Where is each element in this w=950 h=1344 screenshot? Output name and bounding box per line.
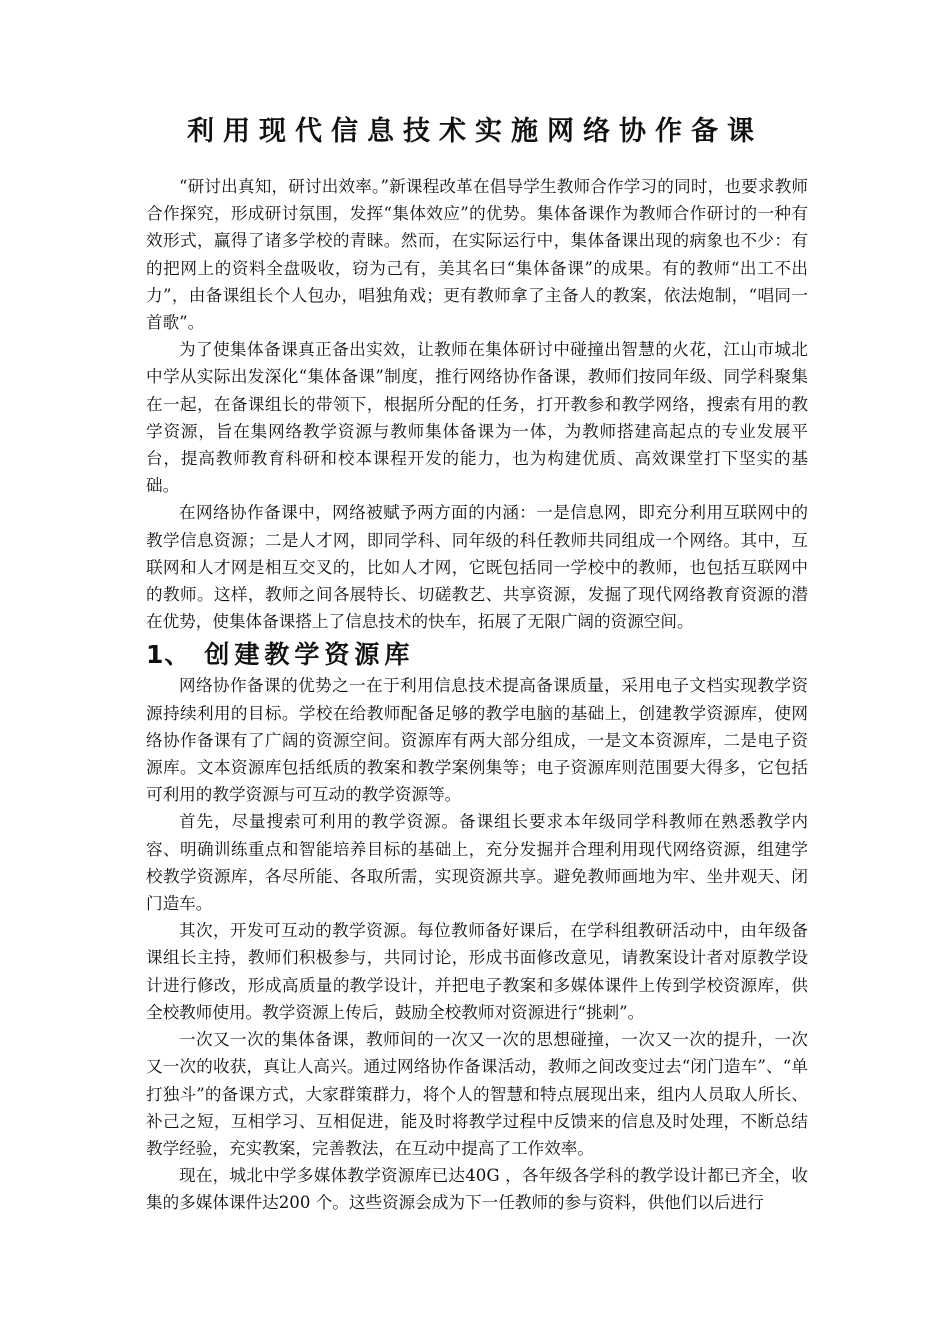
section-paragraph: 一次又一次的集体备课，教师间的一次又一次的思想碰撞，一次又一次的提升，一次又一次的收获，真让人高兴。通过网络协作备课活动，教师之间改变过去“闭门造车”、“单打独斗”的备课方式，大家群策群力，将个人的智慧和特点展现出来，组内人员取人所长、补己之短，互相学习、互相促进，能及时将教学过程中反馈来的信息及时处理，不断总结教学经验，充实教案，完善教法，在互动中提高了工作效率。 [146, 1030, 808, 1158]
document-body [146, 173, 808, 1217]
section-number: 1、 [146, 640, 191, 670]
section-heading-text: 创建教学资源库 [204, 640, 415, 670]
section-paragraph: 网络协作备课的优势之一在于利用信息技术提高备课质量，采用电子文档实现教学资源持续利用的目标。学校在给教师配备足够的教学电脑的基础上，创建教学资源库，使网络协作备课有了广阔的资源空间。资源库有两大部分组成，一是文本资源库，二是电子资源库。文本资源库包括纸质的教案和教学案例集等；电子资源库则范围要大得多，它包括可利用的教学资源与可互动的教学资源等。 [146, 676, 808, 805]
intro-paragraph: “研讨出真知，研讨出效率。”新课程改革在倡导学生教师合作学习的同时，也要求教师合作探究，形成研讨氛围，发挥“集体效应”的优势。集体备课作为教师合作研讨的一种有效形式，赢得了诸多学校的青睐。然而，在实际运行中，集体备课出现的病象也不少：有的把网上的资料全盘吸收，窃为己有，美其名曰“集体备课”的成果。有的教师“出工不出力”，由备课组长个人包办，唱独角戏；更有教师拿了主备人的教案，依法炮制，“唱同一首歌”。 [146, 177, 808, 333]
section-heading [146, 637, 808, 672]
section-paragraph: 首先，尽量搜索可利用的教学资源。备课组长要求本年级同学科教师在熟悉教学内容、明确训练重点和智能培养目标的基础上，充分发掘并合理利用现代网络资源，组建学校教学资源库，各尽所能、各取所需，实现资源共享。避免教师画地为牢、坐井观天、闭门造车。 [146, 812, 808, 914]
intro-paragraph: 为了使集体备课真正备出实效，让教师在集体研讨中碰撞出智慧的火花，江山市城北中学从实际出发深化“集体备课”制度，推行网络协作备课，教师们按同年级、同学科聚集在一起，在备课组长的带领下，根据所分配的任务，打开教参和教学网络，搜索有用的教学资源，旨在集网络教学资源与教师集体备课为一体，为教师搭建高起点的专业发展平台，提高教师教育科研和校本课程开发的能力，也为构建优质、高效课堂打下坚实的基础。 [146, 340, 808, 496]
document-title: 利用现代信息技术实施网络协作备课 [187, 116, 763, 147]
intro-paragraph: 在网络协作备课中，网络被赋予两方面的内涵：一是信息网，即充分利用互联网中的教学信息资源；二是人才网，即同学科、同年级的科任教师共同组成一个网络。其中，互联网和人才网是相互交叉的，比如人才网，它既包括同一学校中的教师，也包括互联网中的教师。这样，教师之间各展特长、切磋教艺、共享资源，发掘了现代网络教育资源的潜在优势，使集体备课搭上了信息技术的快车，拓展了无限广阔的资源空间。 [146, 503, 808, 632]
section-paragraph: 现在，城北中学多媒体教学资源库已达40G ，各年级各学科的教学设计都已齐全，收集的多媒体课件达200 个。这些资源会成为下一任教师的参与资料，供他们以后进行 [146, 1166, 808, 1213]
section-paragraph: 其次，开发可互动的教学资源。每位教师备好课后，在学科组教研活动中，由年级备课组长主持，教师们积极参与，共同讨论，形成书面修改意见，请教案设计者对原教学设计进行修改，形成高质量的教学设计，并把电子教案和多媒体课件上传到学校资源库，供全校教师使用。教学资源上传后，鼓励全校教师对资源进行“挑刺”。 [146, 921, 808, 1022]
